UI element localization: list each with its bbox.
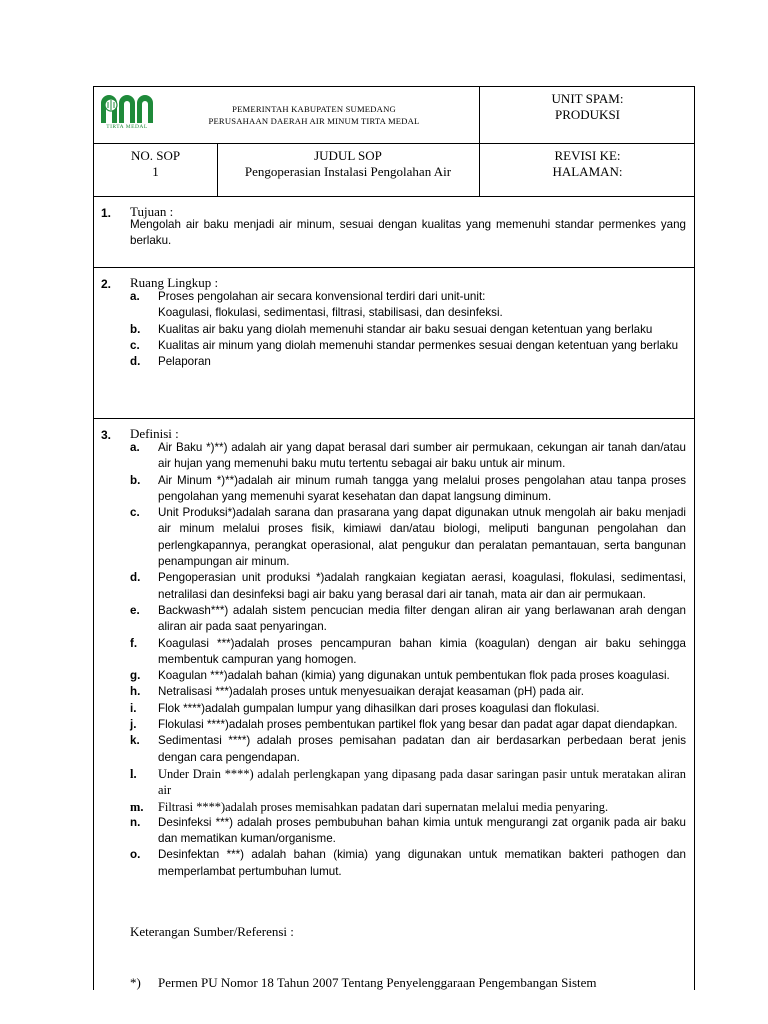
definisi-item-text: Flok ****)adalah gumpalan lumpur yang dihasilkan dari proses koagulasi dan flokulasi.: [158, 701, 600, 715]
definisi-item: [130, 701, 686, 717]
judul-sop-label: JUDUL SOP: [314, 148, 382, 163]
definisi-item-text: Pengoperasian unit produksi *)adalah rangkaian kegiatan aerasi, koagulasi, flokulasi, sedimentasi, netralilasi dan desinfeksi bagi air baku yang berasal dari air tanah, mata air dan air permukaan.: [158, 571, 686, 601]
definisi-item-label: h.: [130, 685, 141, 699]
definisi-item-label: e.: [130, 603, 140, 617]
revisi-label: REVISI KE:: [554, 148, 621, 163]
definisi-item: [130, 815, 686, 848]
list-item: d. Pelaporan: [130, 354, 686, 370]
definisi-item-label: o.: [130, 848, 141, 862]
revisi-cell: [479, 144, 696, 196]
definisi-item-text: Air Minum *)**)adalah air minum rumah tangga yang melalui proses pengolahan atau tanpa proses pengolahan yang memenuhi syarat kesehatan dan dapat langsung diminum.: [158, 473, 686, 503]
definisi-item-text: Under Drain ****) adalah perlengkapan yang dipasang pada dasar saringan pasir untuk meratakan aliran air: [158, 766, 686, 798]
definisi-item: [130, 733, 686, 766]
definisi-item-label: m.: [130, 799, 144, 814]
definisi-item-label: b.: [130, 473, 141, 487]
definisi-item-text: Unit Produksi*)adalah sarana dan prasarana yang dapat digunakan utnuk mengolah air baku menjadi air minum melalui proses fisik, kimiawi dan/atau biologi, meliputi bangunan pengolahan dan perlengkapannya, perangkat operasional, alat pengukur dan peralatan pemantauan, serta bangunan penampungan air minum.: [158, 506, 686, 569]
section-number: 1.: [101, 206, 112, 220]
section-number: 2.: [101, 277, 112, 291]
definisi-item-text: Netralisasi ***)adalah proses untuk menyesuaikan derajat keasaman (pH) pada air.: [158, 685, 584, 699]
definisi-item-text: Backwash***) adalah sistem pencucian media filter dengan aliran air yang berlawanan arah dengan aliran air pada saat penyaringan.: [158, 603, 686, 634]
definisi-item-label: d.: [130, 571, 141, 585]
reference-entry: [130, 975, 686, 991]
unit-spam: [479, 91, 696, 123]
section-tujuan: [94, 197, 694, 268]
definisi-item: [130, 684, 686, 700]
sop-info-row: [94, 144, 694, 197]
section-number: 3.: [101, 428, 112, 442]
logo-caption: TIRTA MEDAL: [106, 124, 148, 130]
definisi-item-text: Filtrasi ****)adalah proses memisahkan padatan dari supernatan melalui media penyaring.: [158, 799, 609, 814]
definisi-item: [130, 799, 686, 815]
definisi-item-label: l.: [130, 766, 137, 781]
list-item: b. Kualitas air baku yang diolah memenuhi standar air baku sesuai dengan ketentuan yang berlaku: [130, 322, 686, 338]
section-title: Definisi :: [130, 426, 179, 441]
definisi-item-label: c.: [130, 506, 140, 520]
definisi-item: [130, 505, 686, 570]
unit-label: UNIT SPAM:: [551, 91, 624, 106]
org-line-1: PEMERINTAH KABUPATEN SUMEDANG: [232, 104, 396, 114]
pdam-logo-icon: [99, 95, 155, 135]
section-title: Ruang Lingkup :: [130, 275, 219, 290]
definisi-item-text: Desinfeksi ***) adalah proses pembubuhan bahan kimia untuk mengurangi zat organik pada air baku dan mematikan kuman/organisme.: [158, 815, 686, 846]
no-sop-label: NO. SOP: [130, 148, 181, 163]
section-definisi: [94, 419, 694, 991]
definisi-item-text: Flokulasi ****)adalah proses pembentukan partikel flok yang besar dan padat agar dapat diendapkan.: [158, 718, 678, 732]
definisi-item: [130, 847, 686, 880]
list-item: a. Proses pengolahan air secara konvensional terdiri dari unit-unit: Koagulasi, flokulasi, sedimentasi, filtrasi, stabilisasi, dan desinfeksi.: [130, 289, 686, 322]
definisi-item: [130, 717, 686, 733]
reference-note-title: Keterangan Sumber/Referensi :: [130, 924, 294, 939]
section-title: Tujuan :: [130, 204, 174, 219]
list-item: c. Kualitas air minum yang diolah memenuhi standar permenkes sesuai dengan ketentuan yang berlaku: [130, 338, 686, 354]
list-item-text: Kualitas air baku yang diolah memenuhi standar air baku sesuai dengan ketentuan yang berlaku: [158, 322, 653, 336]
no-sop-value: 1: [152, 164, 159, 179]
list-item-text: Proses pengolahan air secara konvensional terdiri dari unit-unit:: [158, 290, 486, 303]
no-sop-cell: [94, 144, 217, 196]
definisi-item: [130, 570, 686, 603]
definisi-item-label: f.: [130, 636, 138, 650]
definisi-item: [130, 766, 686, 799]
reference-text: Permen PU Nomor 18 Tahun 2007 Tentang Penyelenggaraan Pengembangan Sistem: [158, 975, 597, 990]
section-ruang-lingkup: [94, 268, 694, 419]
definisi-item-label: a.: [130, 441, 140, 454]
definisi-item: [130, 603, 686, 636]
list-item-text: Pelaporan: [158, 355, 211, 369]
definisi-list: [130, 440, 686, 880]
definisi-item-text: Koagulan ***)adalah bahan (kimia) yang digunakan untuk pembentukan flok pada proses koagulasi.: [158, 669, 670, 683]
organization-name: [159, 103, 469, 127]
definisi-item-text: Air Baku *)**) adalah air yang dapat berasal dari sumber air permukaan, cekungan air tanah dan/atau air hujan yang memenuhi baku mutu tertentu sebagai air baku untuk air minum.: [158, 441, 686, 471]
reference-label: *): [130, 975, 141, 990]
tujuan-text: Mengolah air baku menjadi air minum, sesuai dengan kualitas yang memenuhi standar permenkes yang berlaku.: [130, 218, 686, 248]
definisi-item: [130, 440, 686, 473]
definisi-item: [130, 473, 686, 506]
definisi-item-label: j.: [130, 718, 137, 732]
definisi-item-label: n.: [130, 815, 141, 829]
definisi-item-text: Sedimentasi ****) adalah proses pemisahan padatan dan air berdasarkan perbedaan berat jenis dengan cara pengendapan.: [158, 734, 686, 764]
ruang-list: [130, 289, 686, 370]
definisi-item-text: Koagulasi ***)adalah proses pencampuran bahan kimia (koagulan) dengan air baku sehingga membentuk campuran yang homogen.: [158, 636, 686, 666]
definisi-item-text: Desinfektan ***) adalah bahan (kimia) yang digunakan untuk mematikan bakteri pathogen dan memperlambat pertumbuhan lumut.: [158, 848, 686, 878]
sop-document: [93, 86, 695, 990]
definisi-item: [130, 636, 686, 669]
definisi-item-label: i.: [130, 701, 137, 715]
judul-sop-value: Pengoperasian Instalasi Pengolahan Air: [244, 164, 452, 179]
org-line-2: PERUSAHAAN DAERAH AIR MINUM TIRTA MEDAL: [208, 116, 420, 126]
header-row: [94, 87, 694, 144]
definisi-item-label: k.: [130, 734, 140, 748]
list-item-text: Kualitas air minum yang diolah memenuhi standar permenkes sesuai dengan ketentuan yang berlaku: [158, 338, 679, 352]
definisi-item-label: g.: [130, 669, 141, 683]
unit-value: PRODUKSI: [554, 107, 620, 122]
halaman-label: HALAMAN:: [552, 164, 623, 179]
definisi-item: [130, 668, 686, 684]
judul-sop-cell: [217, 144, 479, 196]
list-item-subtext: Koagulasi, flokulasi, sedimentasi, filtrasi, stabilisasi, dan desinfeksi.: [158, 306, 503, 320]
